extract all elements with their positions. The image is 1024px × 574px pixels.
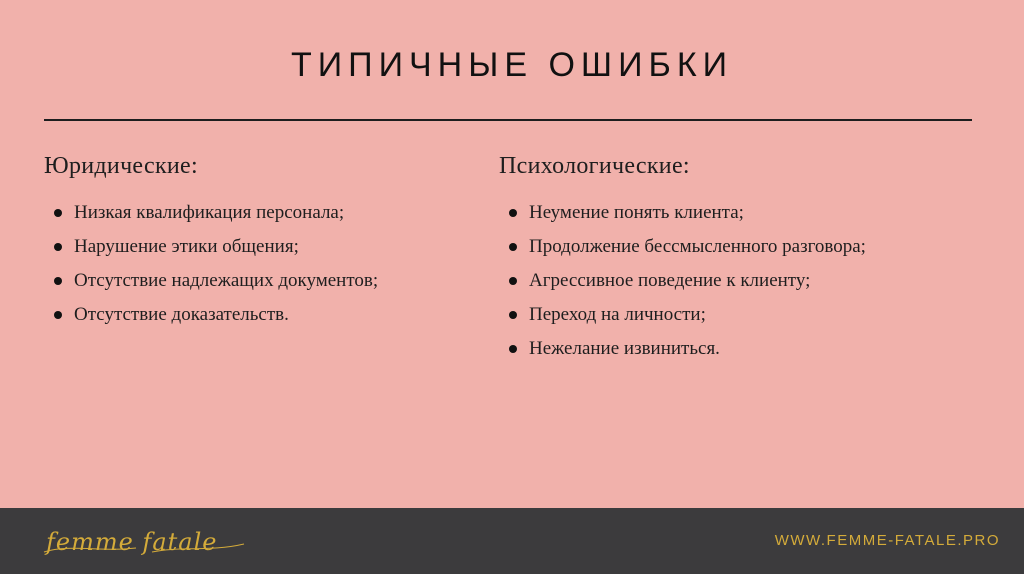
column-heading-psychological: Психологические: [499, 153, 690, 179]
bullet-icon [54, 277, 62, 285]
list-item-text: Продолжение бессмысленного разговора; [529, 236, 866, 257]
footer-bar [0, 508, 1024, 574]
slide-title: ТИПИЧНЫЕ ОШИБКИ [290, 46, 734, 84]
column-heading-legal: Юридические: [44, 153, 198, 179]
svg-text:femme fatale: femme fatale [46, 528, 218, 556]
website-link[interactable]: WWW.FEMME-FATALE.PRO [774, 532, 1000, 549]
list-item-text: Отсутствие доказательств. [74, 304, 289, 325]
list-item [44, 196, 474, 230]
list-item [499, 298, 989, 332]
list-item-text: Низкая квалификация персонала; [74, 202, 345, 223]
list-item [44, 264, 474, 298]
bullet-icon [509, 209, 517, 217]
list-item-text: Нарушение этики общения; [74, 236, 299, 257]
bullet-list-psychological [499, 196, 989, 366]
bullet-list-legal [44, 196, 474, 332]
list-item-text: Неумение понять клиента; [529, 202, 744, 223]
list-item-text: Нежелание извиниться. [529, 338, 720, 359]
list-item [499, 332, 989, 366]
bullet-icon [54, 209, 62, 217]
femme-fatale-logo [40, 522, 250, 562]
column-legal [44, 153, 474, 332]
bullet-icon [54, 311, 62, 319]
list-item [499, 264, 989, 298]
list-item [44, 298, 474, 332]
list-item [499, 230, 989, 264]
bullet-icon [509, 277, 517, 285]
list-item [499, 196, 989, 230]
list-item-text: Отсутствие надлежащих документов; [74, 270, 379, 291]
bullet-icon [54, 243, 62, 251]
title-divider [44, 119, 972, 121]
bullet-icon [509, 243, 517, 251]
bullet-icon [509, 345, 517, 353]
list-item [44, 230, 474, 264]
column-psychological [499, 153, 989, 366]
list-item-text: Переход на личности; [529, 304, 706, 325]
bullet-icon [509, 311, 517, 319]
list-item-text: Агрессивное поведение к клиенту; [529, 270, 811, 291]
